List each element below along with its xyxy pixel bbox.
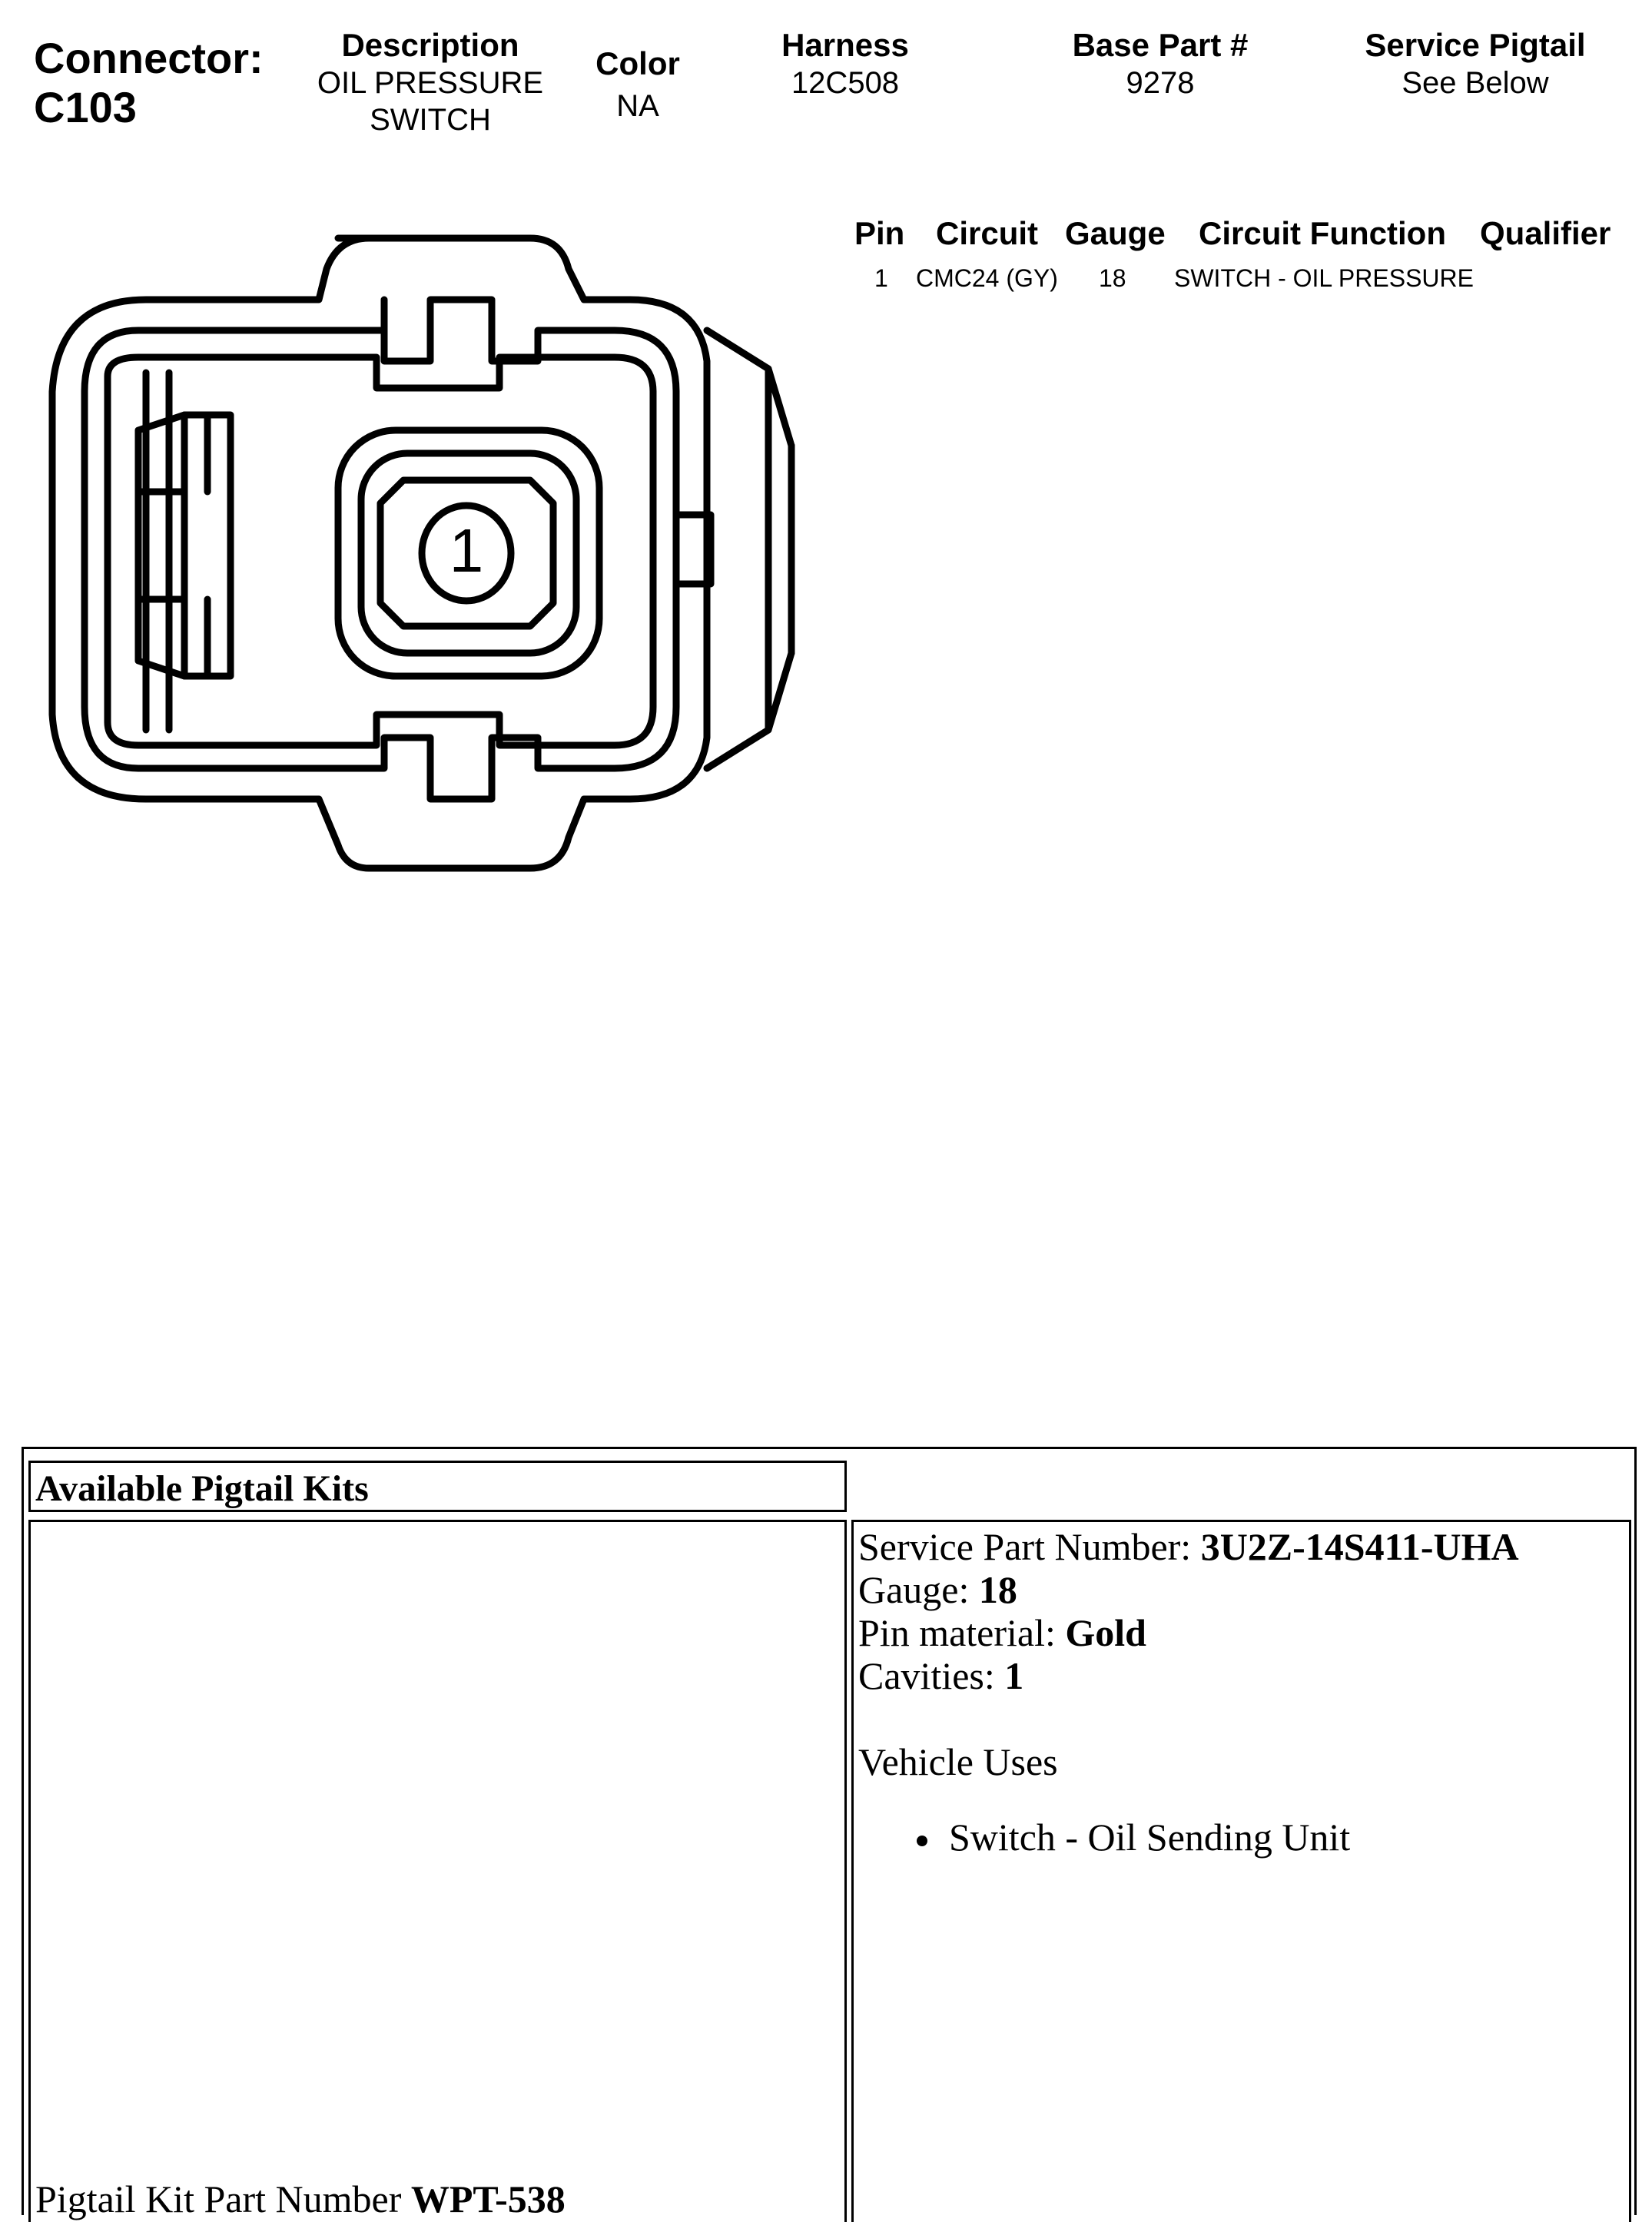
vehicle-uses-heading: Vehicle Uses <box>858 1740 1058 1783</box>
gauge-header: Gauge <box>1065 215 1166 251</box>
service-pigtail-column <box>1337 26 1614 101</box>
pigtail-details-cell <box>851 1520 1631 2222</box>
side-rib-top <box>707 330 791 446</box>
connector-label: Connector: <box>34 34 264 82</box>
pin-material-label: Pin material: <box>858 1611 1066 1654</box>
harness-heading: Harness <box>781 27 909 63</box>
pigtail-title: Available Pigtail Kits <box>35 1468 369 1509</box>
kit-part-label: Pigtail Kit Part Number <box>35 2177 411 2220</box>
cavities-label: Cavities: <box>858 1654 1005 1697</box>
pigtail-title-cell <box>28 1461 847 1512</box>
color-column <box>569 45 707 124</box>
circuit-function-header: Circuit Function <box>1199 215 1446 251</box>
circuit-function-value: SWITCH - OIL PRESSURE <box>1174 264 1474 292</box>
service-pigtail-value: See Below <box>1402 66 1549 100</box>
connector-outline <box>31 215 830 891</box>
list-item: Switch - Oil Sending Unit <box>949 1816 1351 1859</box>
bullet-icon <box>917 1836 927 1846</box>
harness-column <box>738 26 953 101</box>
pin-material-value: Gold <box>1065 1611 1146 1654</box>
pin-1-label: 1 <box>449 516 484 585</box>
service-part-value: 3U2Z-14S411-UHA <box>1200 1525 1519 1568</box>
side-rib-bottom <box>707 653 791 768</box>
connector-title <box>34 34 264 132</box>
color-heading: Color <box>595 45 680 81</box>
cavities-line <box>858 1654 1023 1697</box>
pin-header: Pin <box>854 215 905 251</box>
circuit-header: Circuit <box>936 215 1039 251</box>
gauge-line <box>858 1568 1017 1611</box>
connector-face-diagram <box>31 215 830 891</box>
gauge-label: Gauge: <box>858 1568 979 1611</box>
color-value: NA <box>616 89 659 123</box>
description-column <box>292 26 569 138</box>
base-part-value: 9278 <box>1126 66 1195 100</box>
description-line1: OIL PRESSURE <box>317 66 544 100</box>
pin-number: 1 <box>874 264 888 292</box>
service-part-label: Service Part Number: <box>858 1525 1201 1568</box>
cavities-value: 1 <box>1004 1654 1024 1697</box>
kit-part-number <box>35 2177 566 2220</box>
pin-material-line <box>858 1611 1146 1654</box>
pigtail-image-cell <box>28 1520 847 2222</box>
service-pigtail-heading: Service Pigtail <box>1365 27 1586 63</box>
base-part-heading: Base Part # <box>1072 27 1249 63</box>
kit-part-value: WPT-538 <box>410 2177 566 2220</box>
description-line2: SWITCH <box>370 103 491 137</box>
service-part-number <box>858 1525 1519 1568</box>
harness-value: 12C508 <box>791 66 900 100</box>
connector-id: C103 <box>34 83 137 131</box>
gauge-value: 18 <box>1099 264 1126 292</box>
gauge-value: 18 <box>978 1568 1017 1611</box>
connector-header <box>0 0 1652 154</box>
base-part-column <box>1045 26 1275 101</box>
circuit-value: CMC24 (GY) <box>916 264 1058 292</box>
qualifier-header: Qualifier <box>1480 215 1611 251</box>
description-heading: Description <box>341 27 519 63</box>
